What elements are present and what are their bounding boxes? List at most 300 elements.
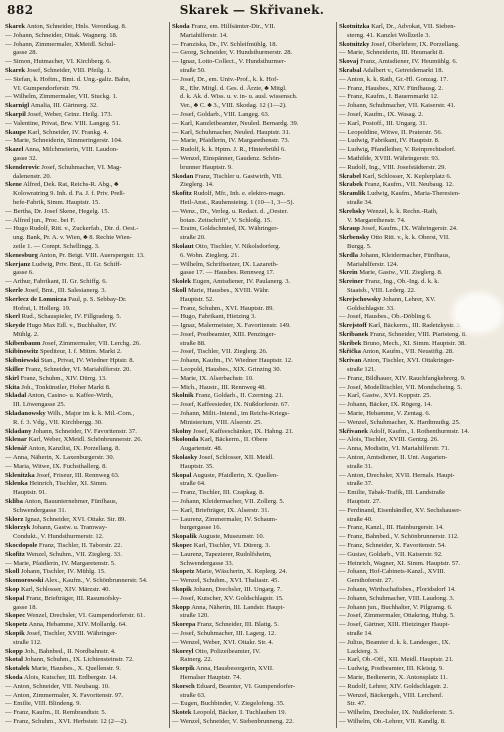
entry-text: Anna, Näherin, III. Landstr. Haupt- — [189, 603, 285, 611]
entry-text: — Franz, Kaufm., II. Rembrandtstr. 5. — [5, 709, 107, 717]
entry-surname: Skrejstoff — [339, 322, 367, 330]
entry-text: Josef, Tischler, XVIII. Währinger- — [24, 629, 118, 637]
entry-text: — Laurenz, Zimmermaler, IV. Schaum- — [172, 515, 278, 523]
entry-text: Hauptstr. 35. — [180, 462, 214, 470]
entry-line — [339, 252, 500, 261]
entry-text: Marie, Gastw., VII. Zieglerg. 8. — [357, 269, 443, 277]
entry-continuation-line — [172, 480, 334, 489]
entry-text: Mariahilferstr. 14. — [180, 31, 228, 39]
entry-text: — Mathilde, XVIII. Währingerstr. 93. — [339, 154, 440, 162]
entry-text: — Anton, Schneider, VII. Neubaug. 10. — [5, 682, 110, 690]
entry-line — [172, 348, 334, 357]
entry-line — [5, 296, 167, 305]
entry-line — [339, 507, 500, 516]
entry-text: Alex., Kaufm., V. Schönbrunnerstr. 54. — [43, 577, 148, 585]
entry-line — [339, 41, 500, 50]
entry-line — [172, 639, 334, 648]
entry-text: R. f. 3. Vdg., VII. Kirchbergg. 30. — [13, 418, 103, 426]
entry-line — [339, 23, 500, 32]
entry-text: — Franz, Schuhm., XVI. Herbststr. 12 (2—2). — [5, 717, 128, 725]
entry-surname: Skenesburg — [5, 251, 38, 259]
entry-text: Anton, Casino- u. Kaffee-Wirth, — [26, 392, 113, 400]
entry-line — [339, 401, 500, 410]
running-head: Skarek — Skřivanek. — [179, 3, 325, 17]
entry-line — [5, 129, 167, 138]
entry-line — [339, 674, 500, 683]
entry-text: — Johann, Hof-Cabinets-Kanzl., XVIII. — [339, 568, 446, 576]
entry-surname: Skarek — [5, 23, 26, 30]
entry-text: Franz, Briefträger, III. Rasumofsky- — [24, 594, 122, 602]
entry-text: d. k. Ak. d. Wiss. u. v. in- u. ausl. wissensch. — [180, 93, 298, 101]
entry-text: Alois, Kutscher, III. Erdbergstr. 14. — [22, 673, 118, 681]
entry-line — [339, 595, 500, 604]
entry-continuation-line — [172, 199, 334, 208]
entry-continuation-line — [5, 507, 167, 516]
entry-text: straße 88. — [180, 339, 206, 347]
entry-text: — Ludwig, Fabrikant, IV. Hauptstr. 8. — [339, 137, 440, 145]
entry-surname: Skliba — [5, 498, 23, 506]
entry-text: Josef, Schlosser, XII. Meidl. — [197, 454, 274, 462]
entry-line — [172, 322, 334, 331]
entry-text: Anna, Hausbesorgerin, XVII. — [194, 665, 274, 673]
entry-surname: Skrabel — [339, 172, 361, 180]
entry-line — [172, 454, 334, 463]
entry-surname: Skolasky — [172, 454, 198, 462]
entry-surname: Skopik — [172, 586, 192, 593]
entry-line — [339, 709, 500, 718]
entry-text: Lackierg. 3. — [347, 647, 379, 655]
entry-line — [339, 604, 500, 613]
entry-text: straße 31. — [347, 462, 373, 470]
entry-text: Ministerium, VIII. Alserstr. 25. — [180, 418, 263, 426]
entry-continuation-line — [172, 181, 334, 190]
entry-surname: Skerlecz de Lomnicza — [5, 295, 67, 303]
entry-line — [5, 261, 167, 270]
entry-line — [339, 58, 500, 67]
entry-line — [339, 348, 500, 357]
entry-text: Johann, Schuhm., IX. Lichtensteinstr. 72. — [22, 656, 134, 664]
entry-text: Heil-Anst., Rauhensteing. 1 (10—1, 3—5). — [180, 198, 295, 206]
entry-continuation-line — [172, 32, 334, 41]
entry-surname: Skoll — [172, 286, 187, 294]
entry-text: gasse 18. — [13, 603, 38, 611]
entry-surname: Skrbensky — [339, 234, 370, 242]
entry-line — [339, 665, 500, 674]
entry-surname: Skovaj — [339, 58, 359, 66]
entry-continuation-line — [5, 269, 167, 278]
entry-continuation-line — [172, 67, 334, 76]
entry-text: Franz, Tischler u. Gastwirth, VII. — [193, 172, 283, 180]
entry-continuation-line — [172, 612, 334, 621]
entry-text: Josef, Kaufm., IX. Währingerstr. 24. — [359, 225, 458, 233]
entry-surname: Skeyde — [5, 322, 26, 330]
entry-text: Wilh., Major im k. k. Mil.-Com., — [45, 410, 135, 418]
entry-line — [339, 49, 500, 58]
entry-text: — Karl, Kanzleibeamter, Neuled. Bernardg. 39. — [172, 119, 299, 127]
entry-continuation-line — [339, 700, 500, 709]
entry-continuation-line — [339, 463, 500, 472]
entry-continuation-line — [5, 419, 167, 428]
entry-line — [339, 102, 500, 111]
entry-line — [172, 155, 334, 164]
entry-text: — Johann, Schneider, Ottak. Wagnerg. 18. — [5, 31, 118, 39]
entry-text: Adalbert v., Getreidemarkt 18. — [361, 66, 444, 74]
entry-line — [339, 129, 500, 138]
entry-text: Schwendergasse 33. — [180, 559, 234, 567]
entry-text: Karl, Schneider, IV. Frankg. 4. — [25, 128, 109, 136]
entry-line — [172, 621, 334, 630]
entry-text: Ver., ♣ C. ♣ 3., VIII. Skodag. 12 (1—2). — [180, 102, 287, 110]
entry-line — [5, 656, 167, 665]
entry-text: — Johann, Kaufm., IV. Wiedner Hauptstr. 12. — [172, 357, 293, 365]
entry-line — [172, 489, 334, 498]
entry-line — [5, 120, 167, 129]
entry-line — [339, 234, 500, 243]
entry-continuation-line — [172, 445, 334, 454]
entry-text: — Josef, Tischler, VII. Zieglerg. 26. — [172, 348, 268, 356]
entry-continuation-line — [5, 401, 167, 410]
entry-line — [5, 340, 167, 349]
entry-surname: Skofitz — [172, 190, 192, 198]
entry-text: — Leopold, Hausbes., XIX. Grinzing 30. — [172, 366, 282, 374]
entry-text: straße 50. — [180, 66, 206, 74]
entry-text: Hofrat, I. Hollerg. 19. — [13, 304, 71, 312]
entry-continuation-line — [339, 648, 500, 657]
entry-surname: Skladanowsky — [5, 410, 46, 418]
entry-continuation-line — [339, 199, 500, 208]
entry-text: burgergasse 16. — [180, 524, 222, 532]
entry-text: Gersthoferstr. 27. — [347, 577, 393, 585]
entry-text: — Wenzel, Schuhm., XVI. Thaliastr. 45. — [172, 577, 280, 585]
entry-surname: Skramlik — [339, 190, 366, 198]
entry-continuation-line — [5, 190, 167, 199]
entry-line — [339, 454, 500, 463]
entry-text: — Josef, Zimmermaler, Ottakring, Hubg. 5. — [339, 612, 455, 620]
entry-line — [172, 287, 334, 296]
entry-text: straße 64. — [180, 480, 206, 488]
entry-line — [5, 287, 167, 296]
entry-text: ung. Bank, Pr. A. v. Wien, ♣ 8. Rechte Wien- — [13, 234, 132, 242]
entry-line — [5, 454, 167, 463]
entry-text: Stan., Privat, IV. Wiedner Hptstr. 8. — [39, 357, 135, 365]
entry-line — [172, 120, 334, 129]
entry-text: Josef, Schneider, VIII. Pfeilg. 1. — [25, 66, 112, 74]
entry-line — [172, 146, 334, 155]
entry-line — [339, 384, 500, 393]
entry-continuation-line — [5, 489, 167, 498]
entry-text: straße 120. — [180, 612, 209, 620]
entry-text: Str. 47. — [347, 700, 366, 708]
entry-text: straße 14. — [347, 629, 373, 637]
entry-text: Anton, Pr. Beigt. VIII. Auerspergstr. 13. — [37, 251, 145, 259]
entry-line — [339, 181, 500, 190]
entry-text: — Anton, Zimmermaler, X. Favoritenstr. 97. — [5, 691, 124, 699]
entry-text: — Stefan, k. Hoftm., Bmt. d. Ung.-galiz. Bahn, — [5, 75, 131, 83]
entry-line — [339, 718, 500, 727]
entry-text: Franz, em. Hilfsämter-Dir., VII. — [189, 23, 276, 30]
entry-line — [172, 190, 334, 199]
entry-line — [339, 278, 500, 287]
entry-text: Joh., Tonkünstler, Hoher Markt 8. — [19, 383, 111, 391]
entry-text: Goldschlagstr. 33. — [347, 304, 395, 312]
entry-line — [5, 357, 167, 366]
entry-text: — Bertha, Dr. Josef Skene, Hegelg. 15. — [5, 207, 110, 215]
entry-continuation-line — [339, 366, 500, 375]
entry-text: — Marie, Schneiderin, III. Heumarkt 8. — [339, 49, 444, 57]
entry-line — [339, 392, 500, 401]
entry-text: Staatsb., VIII. Lederg. 22. — [347, 286, 416, 294]
entry-continuation-line — [339, 498, 500, 507]
entry-text: — Johann, Schuhmacher, VII. Kaiserstr. 41. — [339, 102, 456, 110]
entry-line — [5, 463, 167, 472]
entry-text: 6. Wohn. Zieglerg. 21. — [180, 251, 240, 259]
entry-line — [339, 67, 500, 76]
entry-text: Karl, Bäckerm., III. Radetzkystr. 3. — [366, 322, 462, 330]
paper-blemish — [456, 296, 500, 330]
entry-surname: Skopik — [5, 629, 25, 637]
entry-surname: Skrein — [339, 269, 358, 277]
entry-text: straße 112. — [13, 638, 42, 646]
entry-text: Johann, Drechsler, III. Ungarg. 7. — [191, 586, 282, 593]
entry-line — [5, 410, 167, 419]
entry-line — [172, 58, 334, 67]
entry-text: — Anton, k. k. Rath, Gr.-Hl. Gonzag. 17. — [339, 75, 448, 83]
entry-text: Johann, Lehrer, XV. — [381, 295, 436, 303]
entry-line — [172, 173, 334, 182]
entry-continuation-line — [5, 49, 167, 58]
entry-text: Franz, Schuhm., XIV. Dürrg. 13. — [18, 374, 107, 382]
entry-surname: Skolny — [172, 427, 192, 435]
entry-line — [5, 146, 167, 155]
entry-line — [339, 692, 500, 701]
entry-continuation-line — [339, 577, 500, 586]
entry-text: Johann, Tischler, IV. Mühlg. 15. — [19, 568, 106, 576]
entry-surname: Skřička — [339, 348, 361, 356]
entry-continuation-line — [5, 533, 167, 542]
entry-line — [5, 709, 167, 718]
entry-surname: Skopetz — [5, 621, 28, 629]
entry-text: Hauptstr. 52. — [180, 295, 214, 303]
entry-line — [172, 129, 334, 138]
entry-line — [339, 340, 500, 349]
entry-text: Josef, Bmt., III. Salesianerg. 3. — [22, 286, 107, 294]
entry-line — [172, 436, 334, 445]
entry-text: gasse 28. — [13, 49, 38, 57]
entry-surname: Skribek — [339, 339, 362, 347]
entry-text: — Franz, Hausbes., XIV. Fünfhausg. 2. — [339, 84, 444, 92]
entry-text: — Josef, Kutscher, XV. Goldschlagstr. 15. — [172, 594, 284, 602]
entry-line — [172, 41, 334, 50]
entry-text: Ludwig, Kaufm., Maria-Theresien- — [365, 190, 461, 198]
entry-text: straße 37. — [347, 480, 373, 488]
entry-text: straße 121. — [347, 366, 376, 374]
entry-text: — Valentine, Privat, Brw. VIII. Langeg. 51. — [5, 119, 121, 127]
entry-line — [339, 489, 500, 498]
entry-text: Auguste, Pfaidlerin, X. Quellen- — [191, 471, 279, 479]
entry-line — [5, 208, 167, 217]
entry-text: — Emilie, VIII. Blindeng. 9. — [5, 700, 82, 708]
entry-surname: Skorpik — [172, 665, 195, 673]
entry-text: — Julius, Beamter d. k. k. Landesger., IX. — [339, 638, 451, 646]
entry-line — [172, 516, 334, 525]
entry-text: — Emilie, Tabak-Trafik, III. Landstraße — [339, 489, 445, 497]
entry-surname: Skoll — [5, 568, 20, 576]
entry-text: — Simon, Hutmacher, VI. Kirchberg. 6. — [5, 58, 112, 66]
entry-surname: Skarpil — [5, 110, 26, 118]
entry-line — [172, 630, 334, 639]
entry-surname: Skolek — [172, 278, 192, 286]
entry-text: — Hugo, Fabrikant, Hietzing 3. — [172, 313, 257, 321]
entry-line — [339, 120, 500, 129]
entry-text: — Franz, Schuhm., XVI. Hauptstr. 89. — [172, 304, 275, 312]
entry-text: — Franz, Tischler, III. Czapkag. 8. — [172, 489, 265, 497]
entry-surname: Skofitz — [5, 550, 25, 558]
entry-text: — Wenz., Dr., Verleg. u. Redact. d. „Oester. — [172, 207, 289, 215]
entry-line — [339, 436, 500, 445]
entry-text: Josef, Weber, Grinz. Heilg. 173. — [25, 110, 113, 118]
entry-line — [339, 225, 500, 234]
entry-line — [5, 111, 167, 120]
entry-line — [339, 542, 500, 551]
entry-line — [5, 542, 167, 551]
entry-line — [339, 524, 500, 533]
entry-text: Adolf, Kaufm., I. Rothenthurmstr. 14. — [367, 427, 470, 435]
entry-text: — Johann, Kleidermacher, VII. Zollerg. 5. — [172, 498, 285, 506]
entry-continuation-line — [172, 164, 334, 173]
entry-line — [5, 445, 167, 454]
entry-line — [339, 428, 500, 437]
entry-line — [172, 551, 334, 560]
entry-line — [172, 428, 334, 437]
entry-line — [172, 700, 334, 709]
entry-line — [172, 208, 334, 217]
entry-line — [172, 76, 334, 85]
entry-line — [172, 648, 334, 657]
entry-line — [339, 357, 500, 366]
entry-text: Franz, Kaufm., VII. Neubaug. 12. — [362, 181, 454, 189]
entry-continuation-line — [172, 93, 334, 102]
entry-line — [5, 568, 167, 577]
entry-line — [339, 551, 500, 560]
entry-text: — Maria, Witwe, IX. Fuchsthallerg. 8. — [5, 462, 108, 470]
entry-text: — Marie, IX. Alserbachstr. 10. — [172, 374, 254, 382]
entry-surname: Skreiner — [339, 278, 364, 286]
entry-text: — Laurenz, Tapezierer, Rudolfsheim, — [172, 550, 272, 558]
entry-line — [172, 278, 334, 287]
entry-surname: Skomorowski — [5, 577, 44, 585]
entry-line — [5, 472, 167, 481]
entry-line — [172, 137, 334, 146]
entry-line — [172, 683, 334, 692]
entry-text: — Alfred jun., Proc. bei F. — [5, 216, 75, 224]
entry-surname: Skopal — [172, 471, 192, 479]
entry-text: — Wenzel, Weber, XVI. Ottakr. Str. 4. — [172, 638, 274, 646]
entry-text: — Wenzel, Bäckergeh., VIII. Lerchenf. — [339, 691, 444, 699]
entry-continuation-line — [172, 656, 334, 665]
entry-continuation-line — [172, 340, 334, 349]
entry-text: — Georg, Schneider, V. Hundsthurmerstr. 28. — [172, 49, 293, 57]
entry-continuation-line — [339, 217, 500, 226]
entry-text: Johann, Kleidermacher, Fünfhaus, — [358, 251, 451, 259]
entry-line — [5, 252, 167, 261]
entry-line — [339, 111, 500, 120]
entry-text: Wenzel, Drechsler, VI. Gumpendorferstr. 61. — [25, 612, 145, 620]
entry-text: — Anna, Näherin, X. Laxenburgerstr. 30. — [5, 454, 115, 462]
entry-text: — Ignaz, Malermeister, X. Favoritenstr. 149. — [172, 322, 291, 330]
entry-surname: Skarnigl — [5, 102, 30, 110]
entry-text: — Josef, Hausbes., Ob.-Döbling 6. — [339, 313, 432, 321]
entry-surname: Skenderovic — [5, 163, 40, 171]
entry-surname: Sklenitzka — [5, 471, 35, 479]
entry-line — [339, 612, 500, 621]
entry-continuation-line — [339, 480, 500, 489]
entry-text: sterng. 41. Kanzlei Wollzeile 3. — [347, 31, 431, 39]
entry-text: — Franz, Schneider, X. Favoritenstr. 54. — [339, 542, 447, 550]
entry-line — [172, 366, 334, 375]
entry-text: Eugen, Amtsdiener, IV. Paulanerg. 3. — [191, 278, 291, 286]
entry-text: straße 34. — [347, 198, 373, 206]
column-1 — [5, 23, 167, 727]
entry-text: — Johann, Wirthschaftsbes., Floridsdorf 14. — [339, 586, 456, 593]
entry-text: — Wenzel, Einspänner, Gaudenz. Schön- — [172, 154, 282, 162]
entry-text: Auguste, Museumstr. 10. — [196, 533, 265, 541]
entry-text: Josef, Oberlehrer, IX. Porzellang. — [369, 40, 460, 48]
entry-line — [339, 445, 500, 454]
entry-text: — Anton, Drechsler, XVII. Hernals. Haupt- — [339, 471, 455, 479]
entry-line — [339, 146, 500, 155]
entry-surname: Skraup — [339, 225, 360, 233]
entry-line — [5, 23, 167, 32]
entry-text: straße 20. — [180, 234, 206, 242]
entry-text: — Josef, Modelltischler, VII. Mondscheing. 5. — [339, 383, 463, 391]
entry-line — [5, 480, 167, 489]
entry-continuation-line — [5, 305, 167, 314]
entry-line — [5, 181, 167, 190]
entry-line — [5, 524, 167, 533]
entry-line — [5, 278, 167, 287]
entry-line — [172, 533, 334, 542]
entry-text: — Franz, Kaufm., I. Bauernmarkt 12. — [339, 93, 439, 101]
entry-text: — Wilhelm, Ob.-Lehrer, VII. Kandlg. 8. — [339, 717, 446, 725]
entry-line — [172, 507, 334, 516]
entry-surname: Skotnitzky — [339, 40, 370, 48]
entry-text: Leopold, Bäcker, I. Tuchlauben 19. — [191, 709, 287, 717]
entry-line — [339, 269, 500, 278]
entry-continuation-line — [5, 85, 167, 94]
entry-text: Karl, Tischler, VI. Dürerg. 3. — [192, 542, 271, 550]
entry-line — [339, 331, 500, 340]
entry-text: Spediteur, I. f. Mittm. Markt 2. — [38, 348, 122, 356]
entry-text: Hauptstr. 27. — [347, 498, 381, 506]
entry-line — [5, 217, 167, 226]
entry-line — [5, 674, 167, 683]
entry-text: — Johann, Zimmermaler, XMeidl. Schul- — [5, 40, 116, 48]
entry-text: straße 40. — [347, 515, 373, 523]
entry-text: Bruno, Mech., XI. Simm. Hauptstr. 38. — [361, 339, 466, 347]
entry-surname: Skazel — [5, 146, 24, 154]
entry-text: Kolowratring 9. Inh. d. Fa. J. f. Priv. Preß- — [13, 190, 125, 198]
entry-line — [5, 560, 167, 569]
entry-line — [5, 516, 167, 525]
entry-continuation-line — [339, 32, 500, 41]
entry-text: Anna, Milchmeierin, VIII. Laudon- — [23, 146, 119, 154]
entry-line — [339, 76, 500, 85]
entry-text: Johann, Gastw. u. Tramway- — [30, 524, 108, 532]
entry-text: gasse 17. — Hausbes. Rennweg 17. — [180, 269, 275, 277]
entry-continuation-line — [172, 463, 334, 472]
entry-line — [5, 32, 167, 41]
entry-line — [5, 648, 167, 657]
